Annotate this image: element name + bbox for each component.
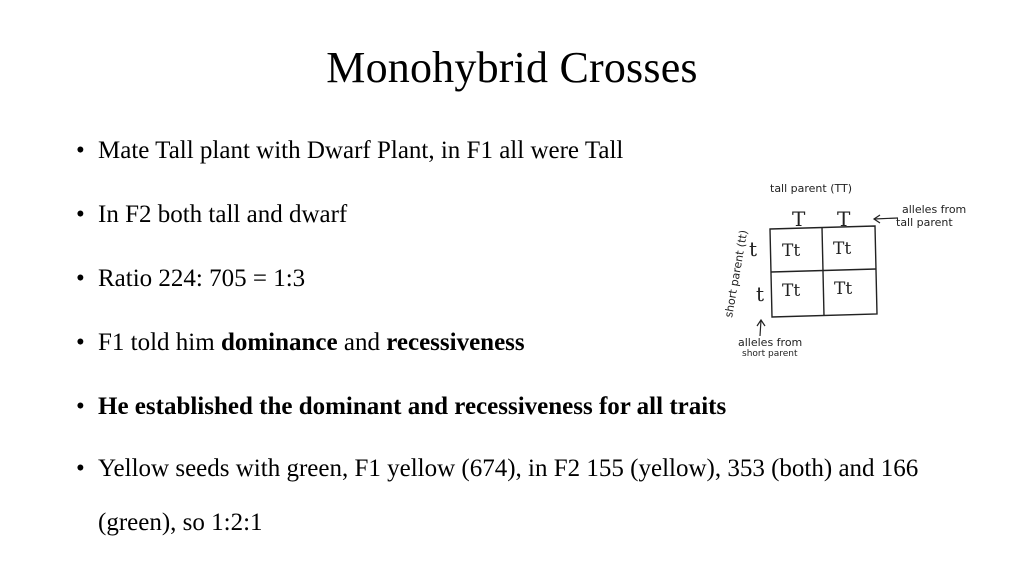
punnett-square-diagram — [712, 176, 982, 361]
top-allele: T — [792, 207, 806, 231]
bullet-item — [76, 128, 966, 174]
side-allele: t — [749, 237, 758, 261]
note-right-line2: tall parent — [896, 216, 953, 229]
note-bottom-line2: short parent — [742, 349, 798, 359]
bullet-bold-recessiveness: recessiveness — [386, 329, 525, 356]
top-allele: T — [837, 207, 851, 231]
slide-title: Monohybrid Crosses — [326, 43, 698, 92]
note-right-line1: alleles from — [902, 203, 967, 216]
side-parent-label: short parent (tt) — [722, 229, 751, 319]
punnett-square-svg — [712, 176, 982, 361]
bullet-bold-text: He established the dominant and recessiveness for all traits — [98, 393, 727, 420]
bullet-item — [76, 442, 966, 550]
top-parent-label: tall parent (TT) — [770, 182, 853, 195]
bullet-item — [76, 384, 966, 430]
arrow-right-icon — [874, 215, 898, 223]
arrow-up-icon — [757, 320, 765, 336]
side-allele: t — [756, 282, 765, 306]
bullet-bold-dominance: dominance — [220, 329, 338, 356]
bullet-text: In F2 both tall and dwarf — [98, 201, 348, 228]
bullet-text: Ratio 224: 705 = 1:3 — [98, 265, 306, 292]
punnett-grid — [770, 226, 877, 317]
bullet-text: Yellow seeds with green, F1 yellow (674), in F2 155 (yellow), 353 (both) and 166 (green), so 1:2:1 — [98, 455, 919, 536]
punnett-cell: Tt — [782, 281, 801, 301]
bullet-text-mid: and — [337, 329, 387, 356]
punnett-cell: Tt — [834, 279, 853, 299]
punnett-cell: Tt — [833, 239, 852, 259]
note-bottom-line1: alleles from — [738, 336, 803, 349]
punnett-cell: Tt — [782, 241, 801, 261]
bullet-text-pre: F1 told him — [98, 329, 221, 356]
bullet-text: Mate Tall plant with Dwarf Plant, in F1 all were Tall — [98, 137, 624, 164]
